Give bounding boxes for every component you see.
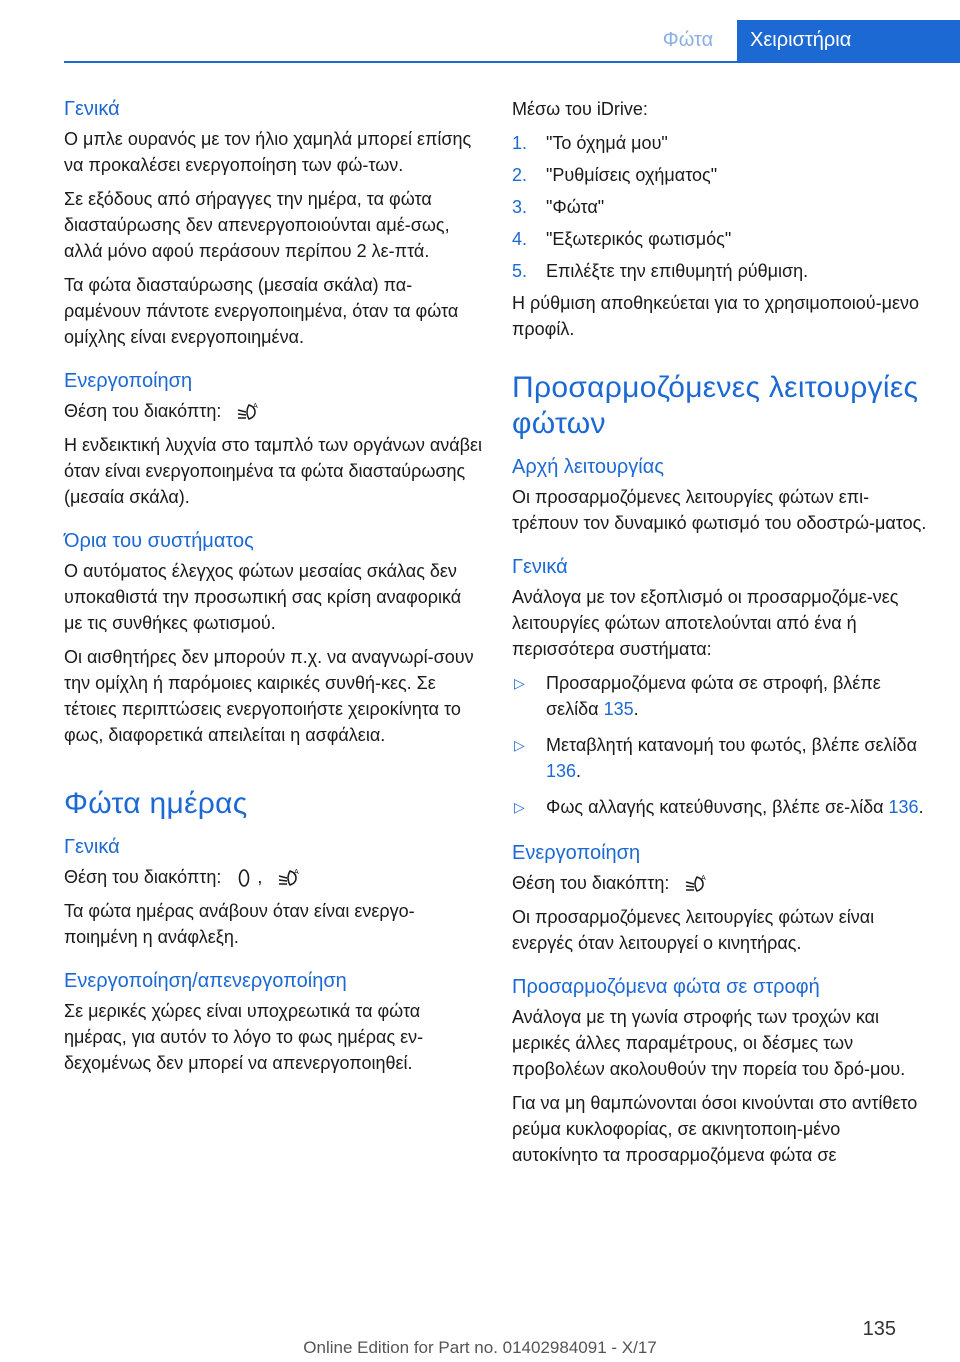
- step-item: [512, 226, 928, 252]
- switch-position-line: [512, 870, 928, 896]
- step-item: [512, 130, 928, 156]
- svg-text:A: A: [253, 403, 259, 411]
- switch-position-label: Θέση του διακόπτη:: [64, 401, 222, 421]
- switch-off-icon: [236, 867, 252, 889]
- step-text: "Ρυθμίσεις οχήματος": [546, 165, 718, 185]
- paragraph: Ανάλογα με τη γωνία στροφής των τροχών και μερικές άλλες παραμέτρους, οι δέσμες των προβολέων ακολουθούν την πορεία του δρό‐μου.: [512, 1007, 906, 1079]
- paragraph: Σε μερικές χώρες είναι υποχρεωτικά τα φώτα ημέρας, για αυτόν το λόγο το φως ημέρας εν‐δεχομένως δεν μπορεί να απενεργοποιηθεί.: [64, 1001, 424, 1073]
- step-item: [512, 194, 928, 220]
- right-column: [512, 96, 928, 1176]
- paragraph: Ο αυτόματος έλεγχος φώτων μεσαίας σκάλας δεν υποκαθιστά την προσωπική σας κρίση αναφορικά με τις συνθήκες φωτισμού.: [64, 561, 462, 633]
- header-tab-controls: Χειριστήρια: [737, 20, 960, 61]
- heading-activate-deactivate: Ενεργοποίηση/απενεργοποίηση: [64, 970, 347, 992]
- step-text: "Το όχημά μου": [546, 133, 668, 153]
- svg-text:A: A: [294, 869, 300, 877]
- paragraph: Οι προσαρμοζόμενες λειτουργίες φώτων είναι ενεργές όταν λειτουργεί ο κινητήρας.: [512, 907, 875, 953]
- paragraph: Η ενδεικτική λυχνία στο ταμπλό των οργάνων ανάβει όταν είναι ενεργοποιημένα τα φώτα διασταύρωσης (μεσαία σκάλα).: [64, 435, 483, 507]
- paragraph: Ο μπλε ουρανός με τον ήλιο χαμηλά μπορεί επίσης να προκαλέσει ενεργοποίηση των φώ‐των.: [64, 129, 472, 175]
- heading-activation: Ενεργοποίηση: [512, 842, 641, 864]
- systems-list: [512, 670, 928, 820]
- paragraph: Ανάλογα με τον εξοπλισμό οι προσαρμοζόμε‐νες λειτουργίες φώτων αποτελούνται από ένα ή περισσότερα συστήματα:: [512, 587, 899, 659]
- paragraph: Σε εξόδους από σήραγγες την ημέρα, τα φώτα διασταύρωσης δεν απενεργοποιούνται αμέ‐σως, αλλά μόνο αφού περάσουν περίπου 2 λε‐πτά.: [64, 189, 450, 261]
- heading-general: Γενικά: [64, 836, 120, 858]
- idrive-intro: Μέσω του iDrive:: [512, 99, 648, 119]
- switch-position-line: [64, 398, 484, 424]
- edition-note: Online Edition for Part no. 01402984091 - X/17: [303, 1338, 657, 1357]
- triangle-bullet-icon: ▷: [514, 799, 525, 815]
- paragraph: Για να μη θαμπώνονται όσοι κινούνται στο αντίθετο ρεύμα κυκλοφορίας, σε ακινητοποιη‐μένο αυτοκίνητο τα προσαρμοζόμενα φώτα σε: [512, 1093, 918, 1165]
- heading-general: Γενικά: [64, 98, 120, 120]
- page-reference-link[interactable]: 135: [603, 699, 634, 719]
- paragraph: Η ρύθμιση αποθηκεύεται για το χρησιμοποιού‐μενο προφίλ.: [512, 293, 919, 339]
- header-rule: [64, 61, 960, 63]
- step-text: "Εξωτερικός φωτισμός": [546, 229, 732, 249]
- page-reference-link[interactable]: 136: [888, 797, 919, 817]
- low-beam-auto-icon: [684, 873, 708, 895]
- step-text: "Φώτα": [546, 197, 605, 217]
- paragraph: Τα φώτα διασταύρωσης (μεσαία σκάλα) πα‐ραμένουν πάντοτε ενεργοποιημένα, όταν τα φώτα ομίχλης είναι ενεργοποιημένα.: [64, 275, 459, 347]
- svg-text:A: A: [701, 875, 707, 883]
- step-number: 4.: [512, 229, 528, 249]
- heading-principle: Αρχή λειτουργίας: [512, 456, 664, 478]
- heading-general: Γενικά: [512, 556, 568, 578]
- comma: ,: [257, 867, 263, 887]
- low-beam-auto-icon: [277, 867, 301, 889]
- paragraph: Οι προσαρμοζόμενες λειτουργίες φώτων επι‐τρέπουν τον δυναμικό φωτισμό του οδοστρώ‐ματος.: [512, 487, 927, 533]
- paragraph: Οι αισθητήρες δεν μπορούν π.χ. να αναγνωρί‐σουν την ομίχλη ή παρόμοιες καιρικές συνθή‐κες. Σε τέτοιες περιπτώσεις ενεργοποιήστε χειροκίνητα το φως, διαφορετικά απειλείται η ασφάλεια.: [64, 647, 474, 745]
- switch-position-label: Θέση του διακόπτη:: [64, 867, 222, 887]
- list-item: ▷ Φως αλλαγής κατεύθυνσης, βλέπε σε‐λίδα 136.: [512, 794, 928, 820]
- switch-position-line: [64, 864, 484, 890]
- list-item: ▷ Μεταβλητή κατανομή του φωτός, βλέπε σελίδα 136.: [512, 732, 928, 784]
- step-text: Επιλέξτε την επιθυμητή ρύθμιση.: [546, 261, 809, 281]
- page-number: 135: [862, 1318, 896, 1340]
- heading-activation: Ενεργοποίηση: [64, 370, 193, 392]
- triangle-bullet-icon: ▷: [514, 737, 525, 753]
- paragraph: Τα φώτα ημέρας ανάβουν όταν είναι ενεργο‐ποιημένη η ανάφλεξη.: [64, 901, 415, 947]
- list-item: ▷ Προσαρμοζόμενα φώτα σε στροφή, βλέπε σελίδα 135.: [512, 670, 928, 722]
- steps-list: [512, 130, 928, 284]
- step-number: 5.: [512, 261, 528, 281]
- step-number: 3.: [512, 197, 528, 217]
- header-tab-lights: Φώτα: [662, 29, 714, 51]
- step-item: [512, 258, 928, 284]
- heading-adaptive-light-functions: Προσαρμοζόμενες λειτουργίες φώτων: [512, 371, 919, 440]
- triangle-bullet-icon: ▷: [514, 675, 525, 691]
- left-column: [64, 96, 484, 1084]
- heading-daytime-lights: Φώτα ημέρας: [64, 787, 248, 820]
- low-beam-auto-icon: [236, 401, 260, 423]
- page-reference-link[interactable]: 136: [546, 761, 577, 781]
- heading-adaptive-cornering: Προσαρμοζόμενα φώτα σε στροφή: [512, 976, 820, 998]
- heading-system-limits: Όρια του συστήματος: [64, 530, 254, 552]
- step-number: 1.: [512, 133, 528, 153]
- step-item: [512, 162, 928, 188]
- step-number: 2.: [512, 165, 528, 185]
- switch-position-label: Θέση του διακόπτη:: [512, 873, 670, 893]
